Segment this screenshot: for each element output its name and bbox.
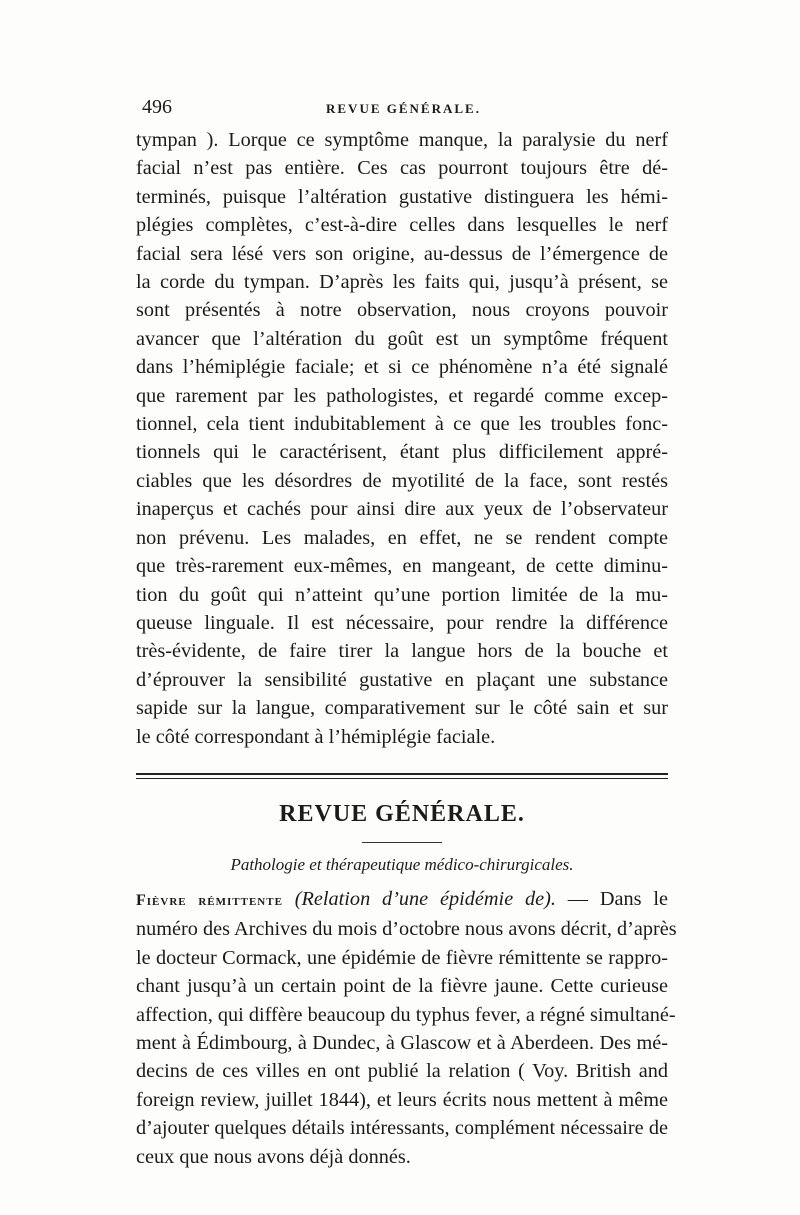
- paragraph-line: d’éprouver la sensibilité gustative en plaçant une substance: [136, 668, 668, 691]
- article-line: foreign review, juillet 1844), et leurs écrits nous mettent à même: [136, 1088, 668, 1111]
- paragraph-line: queuse linguale. Il est nécessaire, pour rendre la différence: [136, 611, 668, 634]
- paragraph-line: tionnels qui le caractérisent, étant plus difficilement appré-: [136, 441, 668, 464]
- section-subtitle: Pathologie et thérapeutique médico-chirurgicales.: [230, 854, 574, 874]
- paragraph-line: tionnel, cela tient indubitablement à ce que les troubles fonc-: [136, 413, 668, 436]
- paragraph-line: non prévenu. Les malades, en effet, ne se rendent compte: [136, 526, 668, 549]
- paragraph-1: [136, 126, 668, 751]
- article-line: decins de ces villes en ont publié la relation ( Voy. British and: [136, 1060, 668, 1083]
- double-rule-divider: [136, 773, 668, 779]
- paragraph-line: sont présentés à notre observation, nous croyons pouvoir: [136, 299, 668, 322]
- paragraph-line: terminés, puisque l’altération gustative distinguera les hémi-: [136, 185, 668, 208]
- paragraph-line: dans l’hémiplégie faciale; et si ce phénomène n’a été signalé: [136, 356, 668, 379]
- article-lead-italic: (Relation d’une épidémie de).: [294, 887, 556, 910]
- article-line: le docteur Cormack, une épidémie de fièvre rémittente se rappro-: [136, 946, 668, 969]
- paragraph-line: facial n’est pas entière. Ces cas pourront toujours être dé-: [136, 157, 668, 180]
- paragraph-line: ciables que les désordres de myotilité de la face, sont restés: [136, 469, 668, 492]
- paragraph-line: tympan ). Lorque ce symptôme manque, la paralysie du nerf: [136, 129, 668, 151]
- short-rule-divider: [362, 842, 442, 843]
- paragraph-line: inaperçus et cachés pour ainsi dire aux yeux de l’observateur: [136, 498, 668, 521]
- paragraph-line: que rarement par les pathologistes, et regardé comme excep-: [136, 384, 668, 407]
- paragraph-line: sapide sur la langue, comparativement sur le côté sain et sur: [136, 697, 668, 720]
- article-line: — Dans le: [567, 887, 668, 910]
- article-line: chant jusqu’à un certain point de la fièvre jaune. Cette curieuse: [136, 975, 668, 998]
- article-line: d’ajouter quelques détails intéressants, complément nécessaire de: [136, 1117, 668, 1140]
- article-paragraph: [136, 885, 677, 1171]
- paragraph-line: facial sera lésé vers son origine, au-dessus de l’émergence de: [136, 242, 668, 265]
- paragraph-line: plégies complètes, c’est-à-dire celles dans lesquelles le nerf: [136, 214, 668, 237]
- article-lead-smallcaps: Fièvre rémittente: [136, 891, 283, 909]
- paragraph-line: la corde du tympan. D’après les faits qui, jusqu’à présent, se: [136, 271, 668, 294]
- running-title: REVUE GÉNÉRALE.: [326, 101, 481, 116]
- article-line: numéro des Archives du mois d’octobre nous avons décrit, d’après: [136, 918, 677, 941]
- paragraph-line: que très-rarement eux-mêmes, en mangeant, de cette diminu-: [136, 555, 668, 578]
- article-line: ment à Édimbourg, à Dundec, à Glascow et à Aberdeen. Des mé-: [136, 1031, 668, 1054]
- running-head: [136, 96, 668, 126]
- paragraph-line: tion du goût qui n’atteint qu’une portion limitée de la mu-: [136, 583, 668, 606]
- book-page: [136, 96, 677, 1171]
- page-number: 496: [142, 96, 172, 118]
- section-title: REVUE GÉNÉRALE.: [279, 800, 525, 827]
- article-line: ceux que nous avons déjà donnés.: [136, 1145, 411, 1168]
- paragraph-line: très-évidente, de faire tirer la langue hors de la bouche et: [136, 640, 668, 663]
- paragraph-line: avancer que l’altération du goût est un symptôme fréquent: [136, 327, 668, 350]
- paragraph-line: le côté correspondant à l’hémiplégie faciale.: [136, 725, 496, 748]
- article-line: affection, qui diffère beaucoup du typhus fever, a régné simultané-: [136, 1003, 676, 1026]
